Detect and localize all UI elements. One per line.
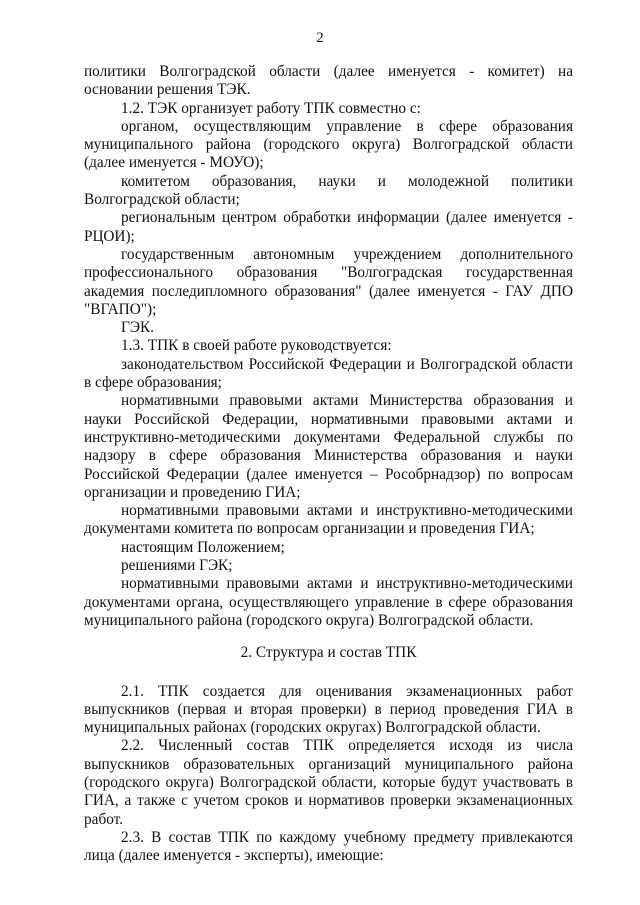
paragraph: политики Волгоградской области (далее именуется - комитет) на основании решения ТЭК. — [84, 63, 573, 99]
paragraph: 1.2. ТЭК организует работу ТПК совместно с: — [121, 99, 421, 117]
paragraph: 2.3. В состав ТПК по каждому учебному предмету привлекаются лица (далее именуется - эксперты), имеющие: — [84, 828, 573, 865]
paragraph: настоящим Положением; — [121, 538, 285, 556]
section-1-continued — [84, 63, 573, 630]
paragraph: нормативными правовыми актами Министерства образования и науки Российской Федерации, нормативными правовыми актами и инструктивно-методическими документами Федеральной службы по надзору в сфере образования Министерства образования и науки Российской Федерации (далее именуется – Рособрнадзор) по вопросам организации и проведению ГИА; — [84, 392, 573, 501]
paragraph: 1.3. ТПК в своей работе руководствуется: — [121, 337, 392, 355]
paragraph: законодательством Российской Федерации и Волгоградской области в сфере образования; — [84, 355, 573, 392]
paragraph: нормативными правовыми актами и инструктивно-методическими документами комитета по вопросам организации и проведения ГИА; — [84, 502, 573, 538]
paragraph: нормативными правовыми актами и инструктивно-методическими документами органа, осуществляющего управление в сфере образования муниципального района (городского округа) Волгоградской области. — [84, 575, 573, 629]
paragraph: 2.1. ТПК создается для оценивания экзаменационных работ выпускников (первая и вторая проверки) в период проведения ГИА в муниципальных районах (городских округах) Волгоградской области. — [84, 682, 573, 737]
paragraph: решениями ГЭК; — [121, 557, 233, 575]
paragraph: государственным автономным учреждением дополнительного профессионального образования "Волгоградская государственная академия последипломного образования" (далее именуется - ГАУ ДПО "ВГАПО"); — [84, 245, 573, 318]
page-number: 2 — [316, 30, 324, 46]
paragraph: комитетом образования, науки и молодежной политики Волгоградской области; — [84, 172, 573, 209]
paragraph: 2.2. Численный состав ТПК определяется исходя из числа выпускников образовательных организаций муниципального района (городского округа) Волгоградской области, которые будут участвовать в ГИА, а также с учетом сроков и нормативов проверки экзаменационных работ. — [84, 737, 573, 828]
section-heading: 2. Структура и состав ТПК — [240, 644, 417, 662]
paragraph: ГЭК. — [121, 319, 154, 337]
document-body — [84, 63, 573, 865]
paragraph: региональным центром обработки информации (далее именуется - РЦОИ); — [84, 209, 573, 245]
section-2 — [84, 683, 573, 866]
paragraph: органом, осуществляющим управление в сфере образования муниципального района (городского округа) Волгоградской области (далее именуется - МОУО); — [84, 117, 573, 172]
